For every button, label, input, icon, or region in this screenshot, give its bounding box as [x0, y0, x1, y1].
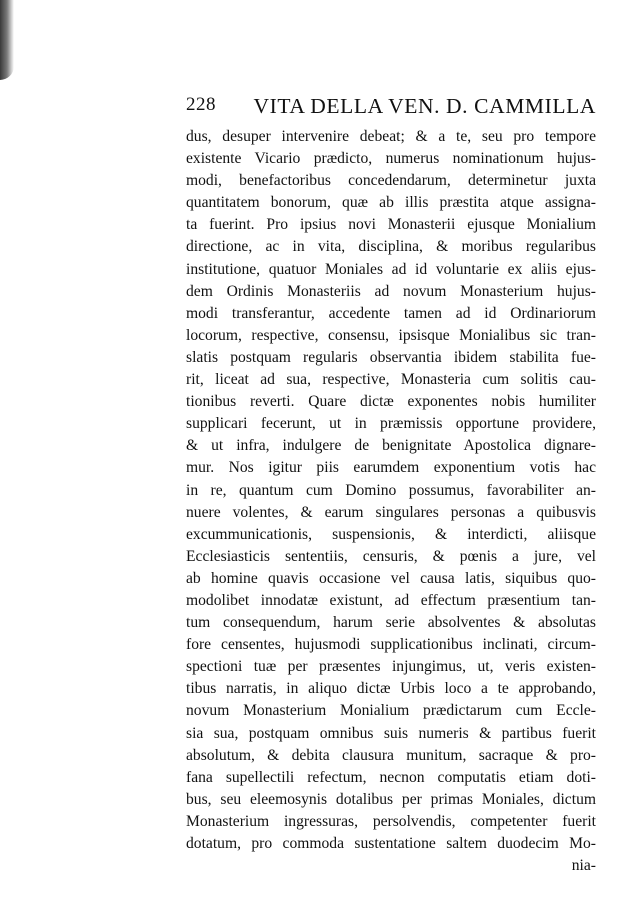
text-line: slatis postquam regularis observantia ibidem stabilita fue- [186, 348, 596, 366]
binding-shadow [0, 0, 14, 80]
text-line: modolibet innodatæ existunt, ad effectum præsentium tan- [186, 591, 596, 609]
text-line: locorum, respective, consensu, ipsisque Monialibus sic tran- [186, 326, 596, 344]
text-line: dem Ordinis Monasteriis ad novum Monasterium hujus- [186, 282, 596, 300]
text-line: existente Vicario prædicto, numerus nominationum hujus- [186, 150, 596, 168]
text-line: supplicari fecerunt, ut in præmissis opportune providere, [186, 415, 596, 433]
catchword: nia- [571, 857, 596, 875]
text-line: absolutum, & debita clausura munitum, sacraque & pro- [186, 746, 596, 764]
text-line: modi transferantur, accedente tamen ad id Ordinariorum [186, 304, 596, 322]
text-line: Monasterium ingressuras, persolvendis, competenter fuerit [186, 812, 596, 830]
text-line: in re, quantum cum Domino possumus, favorabiliter an- [186, 481, 596, 499]
body-text [186, 126, 596, 877]
text-line: tum consequendum, harum serie absolventes & absolutas [186, 614, 596, 632]
text-line: Ecclesiasticis sententiis, censuris, & pœnis a jure, vel [186, 547, 596, 565]
text-line: excummunicationis, suspensionis, & interdicti, aliisque [186, 525, 596, 543]
text-line: quantitatem bonorum, quæ ab illis præstita atque assigna- [186, 194, 596, 212]
text-line: novum Monasterium Monialium prædictarum cum Eccle- [186, 702, 596, 720]
page-number: 228 [186, 94, 216, 115]
text-line: tionibus reverti. Quare dictæ exponentes nobis humiliter [186, 393, 596, 411]
text-line: ab homine quavis occasione vel causa latis, siquibus quo- [186, 569, 596, 587]
text-line: mur. Nos igitur piis earumdem exponentium votis hac [186, 459, 596, 477]
text-line: dotatum, pro commoda sustentatione saltem duodecim Mo- [186, 835, 596, 852]
text-line: ta fuerint. Pro ipsius novi Monasterii ejusque Monialium [186, 216, 596, 234]
text-line: fore censentes, hujusmodi supplicationibus inclinati, circum- [186, 636, 596, 654]
text-line: & ut infra, indulgere de benignitate Apostolica dignare- [186, 437, 596, 455]
text-line: nuere volentes, & earum singulares personas a quibusvis [186, 503, 596, 521]
text-line: directione, ac in vita, disciplina, & moribus regularibus [186, 238, 596, 256]
running-head [186, 94, 596, 120]
text-line: institutione, quatuor Moniales ad id voluntarie ex aliis ejus- [186, 260, 596, 278]
text-line: spectioni tuæ per præsentes injungimus, ut, veris existen- [186, 658, 596, 676]
text-line: modi, benefactoribus concedendarum, determinetur juxta [186, 172, 596, 190]
text-line: rit, liceat ad sua, respective, Monasteria cum solitis cau- [186, 371, 596, 389]
text-line: sia sua, postquam omnibus suis numeris & partibus fuerit [186, 724, 596, 742]
text-line: tibus narratis, in aliquo dictæ Urbis loco a te approbando, [186, 680, 596, 698]
text-line: dus, desuper intervenire debeat; & a te, seu pro tempore [186, 128, 596, 145]
running-title: VITA DELLA VEN. D. CAMMILLA [253, 94, 596, 118]
text-line: fana supellectili refectum, necnon computatis etiam doti- [186, 768, 596, 786]
text-line: bus, seu eleemosynis dotalibus per primas Moniales, dictum [186, 790, 596, 808]
